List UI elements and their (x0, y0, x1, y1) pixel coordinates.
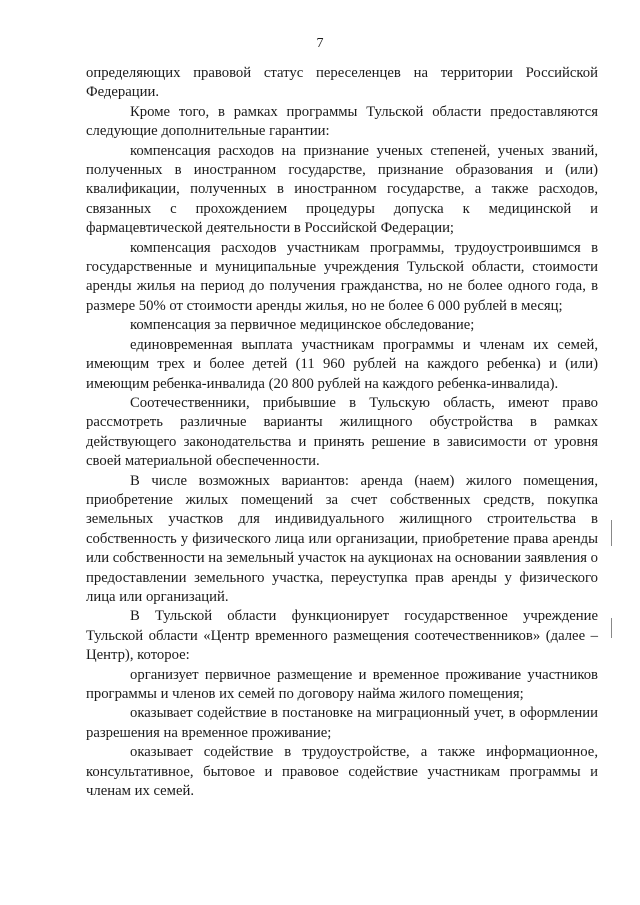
page-number: 7 (316, 36, 324, 51)
paragraph-center-accommodation: организует первичное размещение и временное проживание участников программы и членов их семей по договору найма жилого помещения; (86, 666, 598, 702)
scan-artifact-line (611, 618, 612, 638)
paragraph-degree-compensation: компенсация расходов на признание ученых степеней, ученых званий, полученных в иностранном государстве, признание образования и (или) квалификации, полученных в иностранном государстве, а также расходов, связанных с прохождением процедуры допуска к медицинской и фармацевтической деятельности в Российской Федерации; (86, 142, 598, 237)
paragraph-lump-sum-payment: единовременная выплата участникам программы и членам их семей, имеющим трех и более детей (11 960 рублей на каждого ребенка) и (или) имеющим ребенка-инвалида (20 800 рублей на каждого ребенка-инвалида). (86, 336, 598, 392)
paragraph-medical-compensation: компенсация за первичное медицинское обследование; (130, 317, 475, 334)
paragraph-rent-compensation: компенсация расходов участникам программы, трудоустроившимся в государственные и муниципальные учреждения Тульской области, стоимости аренды жилья на период до получения гражданства, но не более одного года, в размере 50% от стоимости аренды жилья, но не более 6 000 рублей в месяц; (86, 239, 598, 314)
document-body (86, 64, 598, 801)
scan-artifact-line (611, 520, 612, 546)
paragraph-center-intro: В Тульской области функционирует государственное учреждение Тульской области «Центр временного размещения соотечественников» (далее – Центр), которое: (86, 608, 598, 664)
paragraph-housing-options: Соотечественники, прибывшие в Тульскую область, имеют право рассмотреть различные варианты жилищного обустройства в рамках действующего законодательства и принять решение в зависимости от уровня своей материальной обеспеченности. (86, 394, 598, 470)
paragraph-center-registration: оказывает содействие в постановке на миграционный учет, в оформлении разрешения на временное проживание; (86, 705, 598, 741)
paragraph-continuation: определяющих правовой статус переселенцев на территории Российской Федерации. (86, 65, 598, 101)
paragraph-housing-variants: В числе возможных вариантов: аренда (наем) жилого помещения, приобретение жилых помещений за счет собственных средств, покупка земельных участков для индивидуального жилищного строительства в собственность у физического лица или организации, приобретение права аренды или собственности на земельный участок на аукционах на основании заявления о предоставлении земельного участка, переуступка прав аренды у физического лица или организаций. (86, 472, 598, 605)
paragraph-additional-guarantees: Кроме того, в рамках программы Тульской области предоставляются следующие дополнительные гарантии: (86, 103, 598, 140)
paragraph-center-employment: оказывает содействие в трудоустройстве, а также информационное, консультативное, бытовое и правовое содействие участникам программы и членам их семей. (86, 744, 598, 800)
